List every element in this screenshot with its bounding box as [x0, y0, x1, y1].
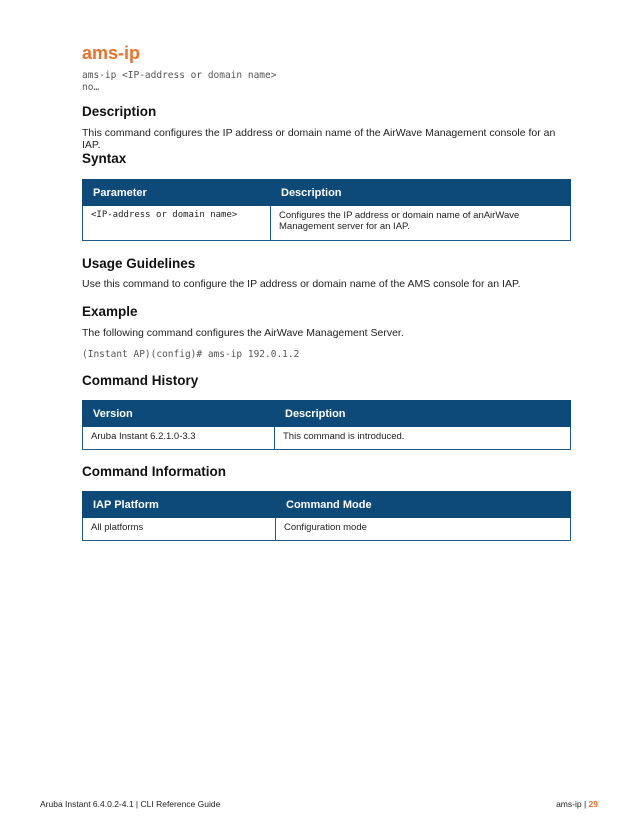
- syntax-heading: Syntax: [82, 151, 127, 166]
- table-row: [83, 518, 571, 541]
- column-header-platform: IAP Platform: [83, 492, 276, 518]
- cell-version: Aruba Instant 6.2.1.0-3.3: [83, 427, 275, 450]
- table-header-row: [83, 492, 571, 518]
- info-table: [82, 491, 571, 541]
- example-text: The following command configures the AirWave Management Server.: [82, 327, 404, 339]
- syntax-line-2: no…: [82, 82, 100, 93]
- column-header-version: Version: [83, 401, 275, 427]
- cell-description: This command is introduced.: [275, 427, 571, 450]
- page-number: 29: [588, 799, 598, 809]
- syntax-line-1: ams-ip <IP-address or domain name>: [82, 70, 277, 81]
- column-header-mode: Command Mode: [276, 492, 571, 518]
- table-row: [83, 206, 571, 241]
- usage-heading: Usage Guidelines: [82, 256, 196, 271]
- page-title: ams-ip: [82, 43, 141, 63]
- column-header-parameter: Parameter: [83, 180, 271, 206]
- example-code: (Instant AP)(config)# ams-ip 192.0.1.2: [82, 349, 300, 360]
- cell-platform: All platforms: [83, 518, 276, 541]
- description-heading: Description: [82, 104, 157, 119]
- table-row: [83, 427, 571, 450]
- cell-parameter: <IP-address or domain name>: [83, 206, 271, 241]
- example-heading: Example: [82, 304, 138, 319]
- description-text: This command configures the IP address or domain name of the AirWave Management console for an IAP.: [82, 127, 556, 151]
- cell-mode: Configuration mode: [276, 518, 571, 541]
- history-heading: Command History: [82, 373, 199, 388]
- footer-page-info: [556, 799, 598, 809]
- table-header-row: [83, 180, 571, 206]
- history-table: [82, 400, 571, 450]
- info-heading: Command Information: [82, 464, 226, 479]
- footer-guide-title: Aruba Instant 6.4.0.2-4.1 | CLI Reference Guide: [40, 799, 221, 809]
- cell-description: Configures the IP address or domain name of anAirWave Management server for an IAP.: [271, 206, 571, 241]
- footer-section-label: ams-ip |: [556, 799, 587, 809]
- syntax-table: [82, 179, 571, 241]
- column-header-description: Description: [275, 401, 571, 427]
- column-header-description: Description: [271, 180, 571, 206]
- usage-text: Use this command to configure the IP address or domain name of the AMS console for an IAP.: [82, 278, 521, 290]
- table-header-row: [83, 401, 571, 427]
